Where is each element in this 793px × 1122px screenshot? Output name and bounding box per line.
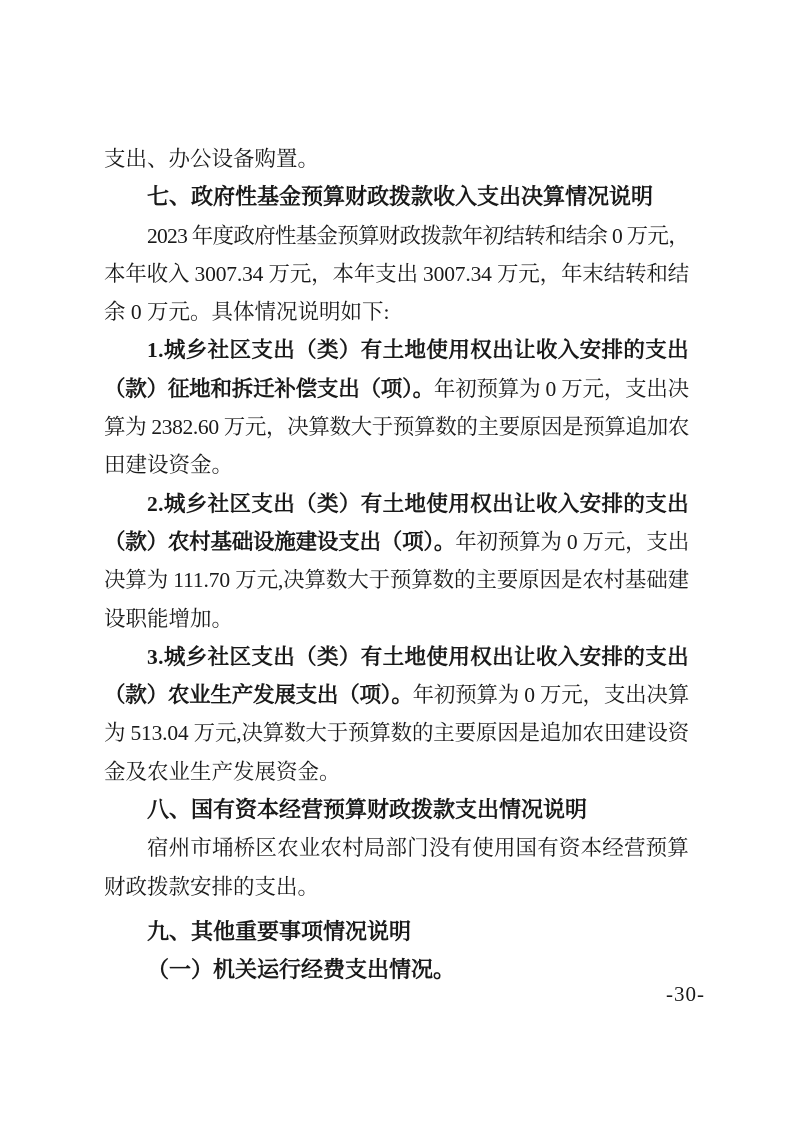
item-1-text-line xyxy=(104,370,689,408)
text-segment: 支出、办公设备购置。 xyxy=(104,147,320,171)
item-3-title-line xyxy=(104,638,689,676)
text-segment: 2023 年度政府性基金预算财政拨款年初结转和结余 0 万元， xyxy=(147,223,689,248)
bold-text-segment: 3.城乡社区支出（类）有土地使用权出让收入安排的支出 xyxy=(147,644,689,669)
bold-text-segment: （款）征地和拆迁补偿支出（项）。 xyxy=(104,376,434,401)
item-2-text-line xyxy=(104,523,689,561)
page-number: -30- xyxy=(666,982,705,1006)
body-text-line xyxy=(104,217,689,255)
text-segment: 算为 2382.60 万元，决算数大于预算数的主要原因是预算追加农 xyxy=(104,415,689,440)
body-text-line xyxy=(104,753,689,791)
item-2-title-line xyxy=(104,485,689,523)
body-text-line xyxy=(104,829,689,867)
text-segment: 田建设资金。 xyxy=(104,453,234,478)
text-segment: 金及农业生产发展资金。 xyxy=(104,759,341,784)
heading-text: 八、国有资本经营预算财政拨款支出情况说明 xyxy=(147,797,588,823)
body-text-line xyxy=(104,868,689,906)
text-segment: 为 513.04 万元,决算数大于预算数的主要原因是追加农田建设资 xyxy=(104,721,689,746)
text-segment: 年初预算为 0 万元，支出决算 xyxy=(412,683,689,708)
body-text-line xyxy=(104,561,689,599)
text-segment: 设职能增加。 xyxy=(104,606,234,631)
body-text-line xyxy=(104,140,689,178)
text-segment: 年初预算为 0 万元，支出决 xyxy=(433,376,689,401)
section-9-heading xyxy=(104,913,689,951)
section-7-heading xyxy=(104,178,689,216)
text-segment: 宿州市埇桥区农业农村局部门没有使用国有资本经营预算 xyxy=(147,836,689,861)
body-text-line xyxy=(104,293,689,331)
bold-text-segment: （款）农业生产发展支出（项）。 xyxy=(104,683,413,708)
item-1-title-line xyxy=(104,331,689,369)
body-text-line xyxy=(104,600,689,638)
text-segment: 本年收入 3007.34 万元，本年支出 3007.34 万元，年末结转和结 xyxy=(104,261,689,286)
text-segment: 决算为 111.70 万元,决算数大于预算数的主要原因是农村基础建 xyxy=(104,568,689,593)
item-3-text-line xyxy=(104,676,689,714)
heading-text: 七、政府性基金预算财政拨款收入支出决算情况说明 xyxy=(147,184,654,210)
text-segment: 财政拨款安排的支出。 xyxy=(104,874,320,899)
heading-text: （一）机关运行经费支出情况。 xyxy=(147,957,456,983)
heading-text: 九、其他重要事项情况说明 xyxy=(147,918,412,944)
subsection-1-heading xyxy=(104,951,689,989)
bold-text-segment: （款）农村基础设施建设支出（项）。 xyxy=(104,529,456,554)
text-segment: 余 0 万元。具体情况说明如下: xyxy=(104,300,390,325)
section-8-heading xyxy=(104,791,689,829)
body-text-line xyxy=(104,255,689,293)
body-text-line xyxy=(104,714,689,752)
bold-text-segment: 2.城乡社区支出（类）有土地使用权出让收入安排的支出 xyxy=(147,491,689,516)
body-text-line xyxy=(104,446,689,484)
body-text-line xyxy=(104,408,689,446)
bold-text-segment: 1.城乡社区支出（类）有土地使用权出让收入安排的支出 xyxy=(147,338,689,363)
text-segment: 年初预算为 0 万元，支出 xyxy=(455,529,689,554)
